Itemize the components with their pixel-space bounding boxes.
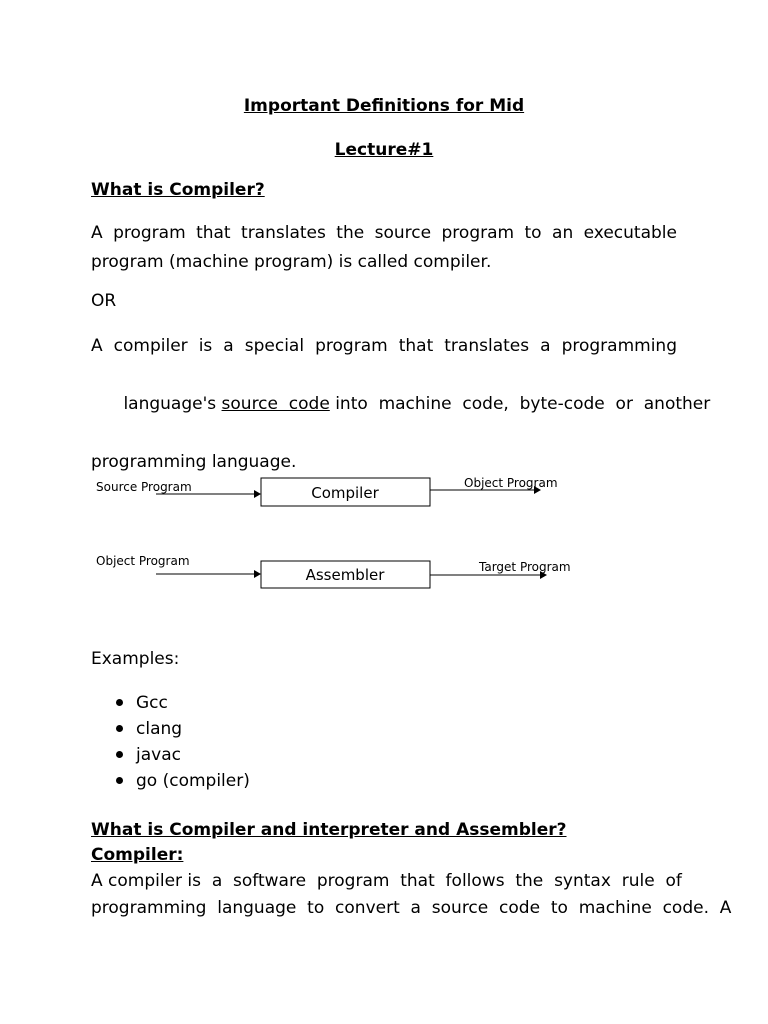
compiler-definition-line-1: A compiler is a software program that follows the syntax rule of bbox=[91, 871, 682, 891]
or-text: OR bbox=[91, 291, 117, 311]
compiler-definition-line-2: programming language to convert a source code to machine code. A bbox=[91, 898, 732, 918]
row2-input-label: Object Program bbox=[96, 554, 190, 568]
list-item bbox=[91, 768, 250, 794]
definition-2-line-3: programming language. bbox=[91, 452, 297, 472]
definition-1-line-1: A program that translates the source program to an executable bbox=[91, 223, 677, 243]
examples-label: Examples: bbox=[91, 649, 180, 669]
example-clang: clang bbox=[136, 719, 183, 739]
row2-output-label: Target Program bbox=[479, 560, 571, 574]
bullet-icon bbox=[116, 777, 123, 784]
example-javac: javac bbox=[136, 745, 181, 765]
list-item bbox=[91, 716, 250, 742]
bullet-icon bbox=[116, 725, 123, 732]
source-code-link[interactable]: source code bbox=[221, 394, 330, 414]
compiler-box-label: Compiler bbox=[311, 484, 379, 502]
bullet-icon bbox=[116, 699, 123, 706]
compiler-assembler-diagram bbox=[96, 470, 616, 600]
bullet-icon bbox=[116, 751, 123, 758]
definition-2-line-2-prefix: language's bbox=[123, 394, 222, 414]
heading-compiler-interpreter-assembler: What is Compiler and interpreter and Assembler? bbox=[91, 820, 567, 840]
row1-output-label: Object Program bbox=[464, 476, 558, 490]
row1-input-arrowhead bbox=[254, 490, 261, 498]
definition-2 bbox=[91, 332, 711, 477]
example-gcc: Gcc bbox=[136, 693, 168, 713]
definition-2-line-2 bbox=[91, 361, 711, 448]
examples-list bbox=[91, 690, 250, 794]
compiler-definition bbox=[91, 868, 732, 922]
lecture-title: Lecture#1 bbox=[334, 140, 434, 160]
definition-1 bbox=[91, 219, 677, 277]
document-title: Important Definitions for Mid bbox=[243, 96, 525, 116]
row2-input-arrowhead bbox=[254, 570, 261, 578]
definition-2-line-2-suffix: into machine code, byte-code or another bbox=[329, 394, 711, 414]
definition-2-line-1: A compiler is a special program that translates a programming bbox=[91, 336, 677, 356]
diagram-svg bbox=[96, 470, 616, 600]
heading-what-is-compiler: What is Compiler? bbox=[91, 180, 265, 200]
example-go: go (compiler) bbox=[136, 771, 250, 791]
list-item bbox=[91, 690, 250, 716]
row1-input-label: Source Program bbox=[96, 480, 192, 494]
definition-1-line-2: program (machine program) is called compiler. bbox=[91, 252, 492, 272]
subheading-compiler: Compiler: bbox=[91, 845, 184, 865]
assembler-box-label: Assembler bbox=[305, 566, 385, 584]
list-item bbox=[91, 742, 250, 768]
